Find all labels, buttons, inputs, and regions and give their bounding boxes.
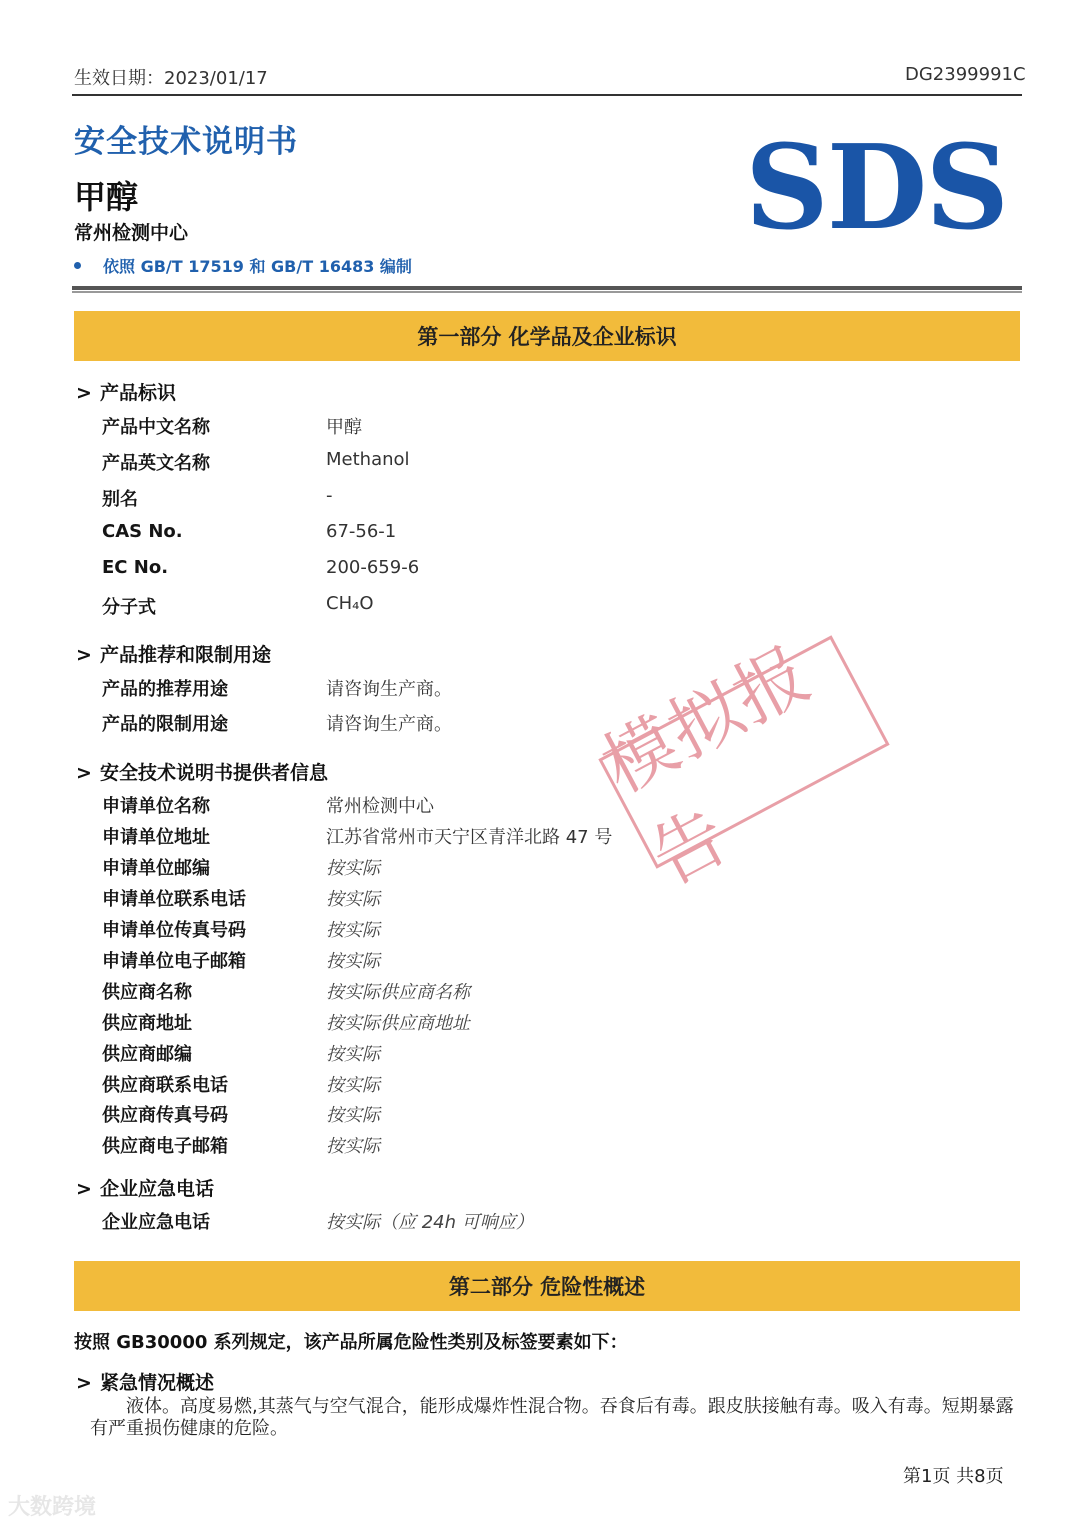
field-value: 67-56-1: [326, 521, 397, 542]
field-value: Methanol: [326, 449, 410, 470]
field-label: 申请单位联系电话: [102, 889, 246, 910]
field-value: CH₄O: [326, 593, 374, 614]
part1-title-band: 第一部分 化学品及企业标识: [74, 311, 1020, 361]
field-value: 按实际: [326, 858, 380, 879]
standard-basis: [74, 254, 412, 277]
field-value: 按实际: [326, 1136, 380, 1157]
field-label: CAS No.: [102, 521, 183, 542]
sds-logo: SDS: [745, 120, 1008, 256]
field-label: 供应商传真号码: [102, 1105, 228, 1126]
field-value: 请咨询生产商。: [326, 679, 452, 700]
part2-title-band: 第二部分 危险性概述: [74, 1261, 1020, 1311]
field-value: 按实际: [326, 920, 380, 941]
field-value: 按实际: [326, 1075, 380, 1096]
field-label: 供应商联系电话: [102, 1075, 228, 1096]
field-label: 产品的限制用途: [102, 714, 228, 735]
section-heading-uses: > 产品推荐和限制用途: [76, 644, 272, 666]
field-value: 按实际: [326, 1044, 380, 1065]
field-label: 企业应急电话: [102, 1212, 210, 1233]
watermark: 大数跨境: [8, 1495, 97, 1520]
field-label: 分子式: [102, 597, 156, 618]
document-title: 安全技术说明书: [74, 124, 298, 160]
field-value: -: [326, 485, 333, 506]
field-value: 按实际: [326, 951, 380, 972]
field-label: 供应商名称: [102, 982, 192, 1003]
section-heading-overview: > 紧急情况概述: [76, 1372, 215, 1394]
field-value: 按实际: [326, 889, 380, 910]
field-label: 产品中文名称: [102, 417, 210, 438]
hazard-intro: 按照 GB30000 系列规定，该产品所属危险性类别及标签要素如下：: [74, 1332, 628, 1353]
field-label: 申请单位电子邮箱: [102, 951, 246, 972]
field-value: 请咨询生产商。: [326, 714, 452, 735]
field-value: 按实际（应 24h 可响应）: [326, 1212, 534, 1233]
header-double-rule: [72, 286, 1022, 294]
section-heading-identification: > 产品标识: [76, 382, 177, 404]
field-label: 供应商邮编: [102, 1044, 192, 1065]
field-label: 供应商电子邮箱: [102, 1136, 228, 1157]
field-label: 供应商地址: [102, 1013, 192, 1034]
field-label: 别名: [102, 489, 138, 510]
field-label: EC No.: [102, 557, 169, 578]
field-value: 200-659-6: [326, 557, 420, 578]
chevron-right-icon: >: [76, 762, 92, 784]
standard-basis-text: 依照 GB/T 17519 和 GB/T 16483 编制: [103, 257, 412, 276]
organization-name: 常州检测中心: [74, 222, 189, 244]
field-label: 申请单位地址: [102, 827, 210, 848]
effective-date: 生效日期：2023/01/17: [74, 68, 268, 89]
field-label: 申请单位邮编: [102, 858, 210, 879]
section-heading-supplier: > 安全技术说明书提供者信息: [76, 762, 329, 784]
chevron-right-icon: >: [76, 1178, 92, 1200]
bullet-icon: [74, 262, 81, 269]
field-value: 甲醇: [326, 417, 362, 438]
field-value: 常州检测中心: [326, 796, 434, 817]
header-rule: [72, 94, 1022, 96]
field-value: 按实际: [326, 1105, 380, 1126]
chevron-right-icon: >: [76, 644, 92, 666]
field-label: 申请单位传真号码: [102, 920, 246, 941]
section-heading-emergency: > 企业应急电话: [76, 1178, 215, 1200]
field-value: 按实际供应商名称: [326, 982, 470, 1003]
field-label: 申请单位名称: [102, 796, 210, 817]
page-number: 第1页 共8页: [903, 1466, 1004, 1487]
field-label: 产品英文名称: [102, 453, 210, 474]
product-name: 甲醇: [74, 178, 139, 216]
field-label: 产品的推荐用途: [102, 679, 228, 700]
simulated-report-stamp: 模拟报告: [598, 635, 889, 868]
chevron-right-icon: >: [76, 1372, 92, 1394]
document-code: DG2399991C: [905, 64, 1026, 85]
emergency-overview-text: 液体。高度易燃,其蒸气与空气混合，能形成爆炸性混合物。吞食后有毒。跟皮肤接触有毒。吸入有毒。短期暴露有严重损伤健康的危险。: [90, 1396, 1014, 1439]
field-value: 江苏省常州市天宁区青洋北路 47 号: [326, 827, 613, 848]
chevron-right-icon: >: [76, 382, 92, 404]
field-value: 按实际供应商地址: [326, 1013, 470, 1034]
